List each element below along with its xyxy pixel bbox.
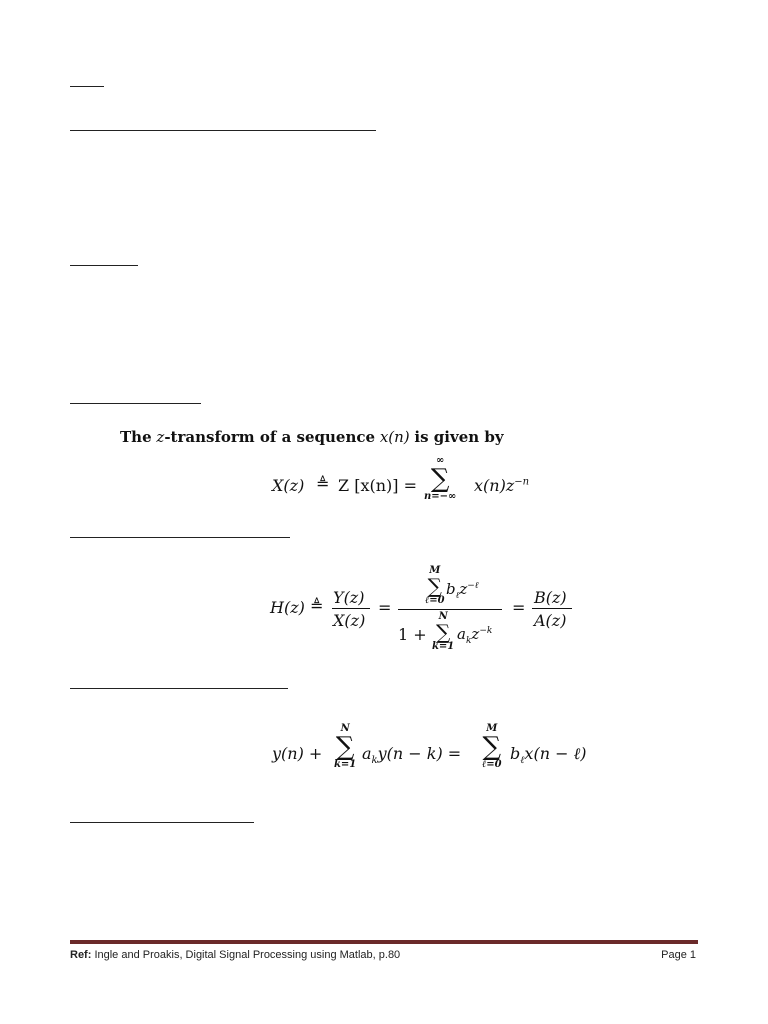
page-number: Page 1 [661,949,696,961]
zt-sum-top: ∞ [436,455,445,466]
heading-rule-2 [70,130,376,131]
heading-rule-1 [70,86,104,87]
heading-rule-3 [70,265,138,266]
tf-den-sum-top: N [438,611,448,622]
zt-defeq: ≜ [316,474,330,493]
tf-rhs-den: A(z) [534,611,567,630]
tf-ratio-line [332,608,370,609]
zt-sum: ∞ ∑ n=−∞ [424,455,457,502]
tf-ratio-den: X(z) [333,611,366,630]
tf-den-z: z [471,625,480,643]
de-term1-a: a [362,744,372,763]
intro-mid: -transform of a sequence [164,428,376,446]
zt-op: Z [x(n)] = [338,476,417,495]
heading-rule-7 [70,822,254,823]
tf-main-line [398,609,502,610]
tf-eq2: = [512,598,526,617]
tf-den-exp: −k [479,626,493,636]
de-lhs: y(n) + [272,744,323,763]
tf-lhs: H(z) [270,598,305,617]
tf-den-a-sub: k [465,636,472,646]
tf-ratio-num: Y(z) [333,588,365,607]
de-sum2: M ∑ ℓ=0 [482,723,502,770]
tf-rhs-num: B(z) [534,588,567,607]
heading-rule-5 [70,537,290,538]
tf-den-one: 1 + [398,625,427,644]
de-sum2-top: M [486,723,498,734]
tf-rhs-line [532,608,572,609]
intro-post: is given by [414,428,504,446]
intro-var-z: z [156,428,165,446]
zt-exp: −n [514,476,530,488]
de-term1-sub: k [371,755,378,767]
de-sum1-bottom: k=1 [334,759,357,770]
ztransform-intro [120,428,504,446]
footer-ref-text: Ingle and Proakis, Digital Signal Processing using Matlab, p.80 [91,949,401,961]
intro-pre: The [120,428,152,446]
heading-rule-6 [70,688,288,689]
tf-num-z: z [459,580,468,598]
de-term2-b: b [510,744,521,763]
de-sum2-bottom: ℓ=0 [482,759,502,770]
tf-eq1: = [378,598,392,617]
tf-num-sum: M ∑ ℓ=0 [425,565,445,606]
de-sum1-top: N [340,723,350,734]
zt-lhs: X(z) [272,476,305,495]
tf-den-a: a [457,625,466,643]
tf-den-sum: N ∑ k=1 [432,611,455,652]
intro-var-x: x(n) [379,428,410,446]
de-sum1: N ∑ k=1 [334,723,357,770]
footer-reference [70,949,400,961]
footer-ref-label: Ref: [70,949,92,961]
tf-num-b: b [446,580,456,598]
tf-num-b-sub: ℓ [455,591,460,601]
zt-sum-bottom: n=−∞ [424,491,457,502]
de-term2-sub: ℓ [520,755,525,767]
tf-num-sum-bottom: ℓ=0 [425,595,445,606]
de-term2-rest: x(n − ℓ) [524,744,587,763]
tf-den-sum-bottom: k=1 [432,641,455,652]
tf-num-sum-top: M [429,565,441,576]
tf-defeq: ≜ [310,596,324,615]
heading-rule-4 [70,403,201,404]
footer-divider [70,940,698,944]
tf-num-exp: −ℓ [467,581,479,591]
zt-summand: x(n)z [474,476,515,495]
de-term1-rest: y(n − k) = [377,744,462,763]
